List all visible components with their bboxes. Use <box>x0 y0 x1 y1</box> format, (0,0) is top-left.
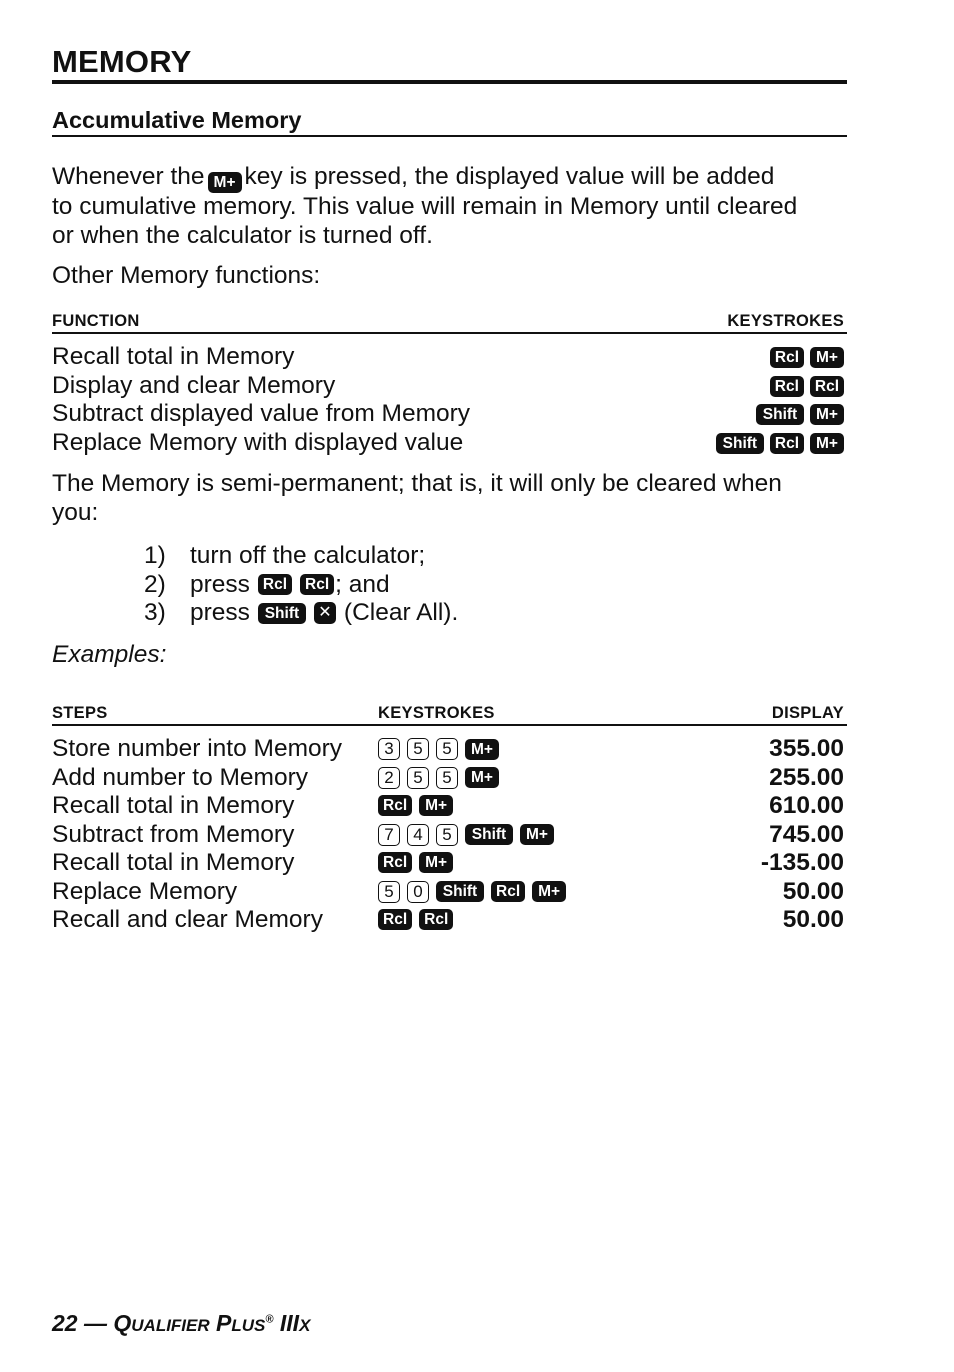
rcl-key-icon: Rcl <box>419 909 453 930</box>
section-title: MEMORY <box>52 44 192 79</box>
function-label: Replace Memory with displayed value <box>52 428 464 456</box>
col-keystrokes: KEYSTROKES <box>378 704 495 722</box>
digit-3-key-icon: 3 <box>378 738 400 760</box>
section-rule <box>52 80 847 84</box>
display-value: 610.00 <box>769 792 844 819</box>
keystroke-sequence <box>378 852 453 873</box>
m-plus-key-icon: M+ <box>208 172 242 193</box>
table-row <box>52 400 847 429</box>
m-plus-key-icon: M+ <box>810 347 844 368</box>
digit-2-key-icon: 2 <box>378 767 400 789</box>
step-label: Store number into Memory <box>52 735 343 762</box>
display-value: 745.00 <box>769 820 844 848</box>
step-label: Recall and clear Memory <box>52 906 323 933</box>
m-plus-key-icon: M+ <box>810 404 844 425</box>
list-text: press Rcl Rcl ; and <box>190 570 390 598</box>
display-value: 50.00 <box>782 906 844 933</box>
keystroke-sequence <box>378 795 453 816</box>
rcl-key-icon: Rcl <box>300 574 334 595</box>
other-functions-label: Other Memory functions: <box>52 262 321 289</box>
table-row <box>52 372 847 401</box>
table-row <box>52 906 847 935</box>
list-number: 2) <box>144 570 166 598</box>
m-plus-key-icon: M+ <box>810 433 844 454</box>
step-label: Recall total in Memory <box>52 849 295 876</box>
display-value: 50.00 <box>782 877 844 905</box>
examples-table-rule <box>52 724 847 726</box>
table-row <box>52 764 847 793</box>
step-label: Add number to Memory <box>52 763 308 791</box>
shift-key-icon: Shift <box>436 881 484 902</box>
digit-4-key-icon: 4 <box>407 824 429 846</box>
rcl-key-icon: Rcl <box>378 852 412 873</box>
keystroke-sequence <box>378 909 453 930</box>
digit-0-key-icon: 0 <box>407 881 429 903</box>
display-value: -135.00 <box>760 849 844 876</box>
shift-key-icon: Shift <box>756 404 804 425</box>
table-row <box>52 429 847 458</box>
digit-5-key-icon: 5 <box>407 767 429 789</box>
table-row <box>52 821 847 850</box>
intro-paragraph <box>52 163 852 250</box>
keystroke-sequence <box>716 433 844 454</box>
display-value: 255.00 <box>769 763 844 791</box>
digit-5-key-icon: 5 <box>436 738 458 760</box>
table-row <box>52 878 847 907</box>
digit-5-key-icon: 5 <box>436 824 458 846</box>
function-label: Recall total in Memory <box>52 343 295 370</box>
display-value: 355.00 <box>769 735 844 762</box>
shift-key-icon: Shift <box>716 433 764 454</box>
digit-5-key-icon: 5 <box>407 738 429 760</box>
m-plus-key-icon: M+ <box>465 739 499 760</box>
m-plus-key-icon: M+ <box>419 852 453 873</box>
function-label: Subtract displayed value from Memory <box>52 400 471 427</box>
step-label: Replace Memory <box>52 877 238 905</box>
keystroke-sequence <box>770 347 844 368</box>
col-keystrokes: KEYSTROKES <box>727 312 844 330</box>
semi-permanent-paragraph: The Memory is semi-permanent; that is, it will only be cleared when you: <box>52 470 782 526</box>
subsection-title: Accumulative Memory <box>52 107 302 133</box>
digit-7-key-icon: 7 <box>378 824 400 846</box>
rcl-key-icon: Rcl <box>810 376 844 397</box>
examples-label: Examples: <box>52 641 167 668</box>
rcl-key-icon: Rcl <box>378 795 412 816</box>
rcl-key-icon: Rcl <box>770 347 804 368</box>
digit-5-key-icon: 5 <box>378 881 400 903</box>
table-row <box>52 343 847 372</box>
m-plus-key-icon: M+ <box>532 881 566 902</box>
subsection-rule <box>52 135 847 137</box>
m-plus-key-icon: M+ <box>465 767 499 788</box>
m-plus-key-icon: M+ <box>419 795 453 816</box>
table-row <box>52 849 847 878</box>
rcl-key-icon: Rcl <box>770 433 804 454</box>
col-display: DISPLAY <box>771 704 844 722</box>
function-label: Display and clear Memory <box>52 371 336 399</box>
digit-5-key-icon: 5 <box>436 767 458 789</box>
shift-key-icon: Shift <box>465 824 513 845</box>
list-number: 3) <box>144 599 166 626</box>
step-label: Recall total in Memory <box>52 792 295 819</box>
keystroke-sequence <box>756 404 844 425</box>
m-plus-key-icon: M+ <box>520 824 554 845</box>
col-function: FUNCTION <box>52 312 140 330</box>
table-row <box>52 735 847 764</box>
intro-line-2: to cumulative memory. This value will remain in Memory until cleared <box>52 193 798 220</box>
list-number: 1) <box>144 542 166 569</box>
rcl-key-icon: Rcl <box>491 881 525 902</box>
list-text: press Shift ✕ (Clear All). <box>190 599 459 626</box>
keystroke-sequence <box>378 881 566 903</box>
intro-line-1: Whenever the M+ key is pressed, the displayed value will be added <box>52 163 775 191</box>
table-row <box>52 792 847 821</box>
list-text: turn off the calculator; <box>190 542 426 569</box>
page-number: 22 — <box>52 1310 107 1336</box>
clear-all-key-icon: ✕ <box>314 602 336 624</box>
keystroke-sequence <box>378 824 554 846</box>
intro-line-3: or when the calculator is turned off. <box>52 221 433 249</box>
step-label: Subtract from Memory <box>52 820 295 848</box>
rcl-key-icon: Rcl <box>378 909 412 930</box>
col-steps: STEPS <box>52 704 108 722</box>
keystroke-sequence <box>378 767 499 789</box>
shift-key-icon: Shift <box>258 603 306 624</box>
page-footer: 22 — QUALIFIER PLUS® IIIX <box>52 1310 311 1336</box>
keystroke-sequence <box>378 738 499 760</box>
keystroke-sequence <box>770 376 844 397</box>
rcl-key-icon: Rcl <box>770 376 804 397</box>
functions-table-rule <box>52 332 847 334</box>
rcl-key-icon: Rcl <box>258 574 292 595</box>
